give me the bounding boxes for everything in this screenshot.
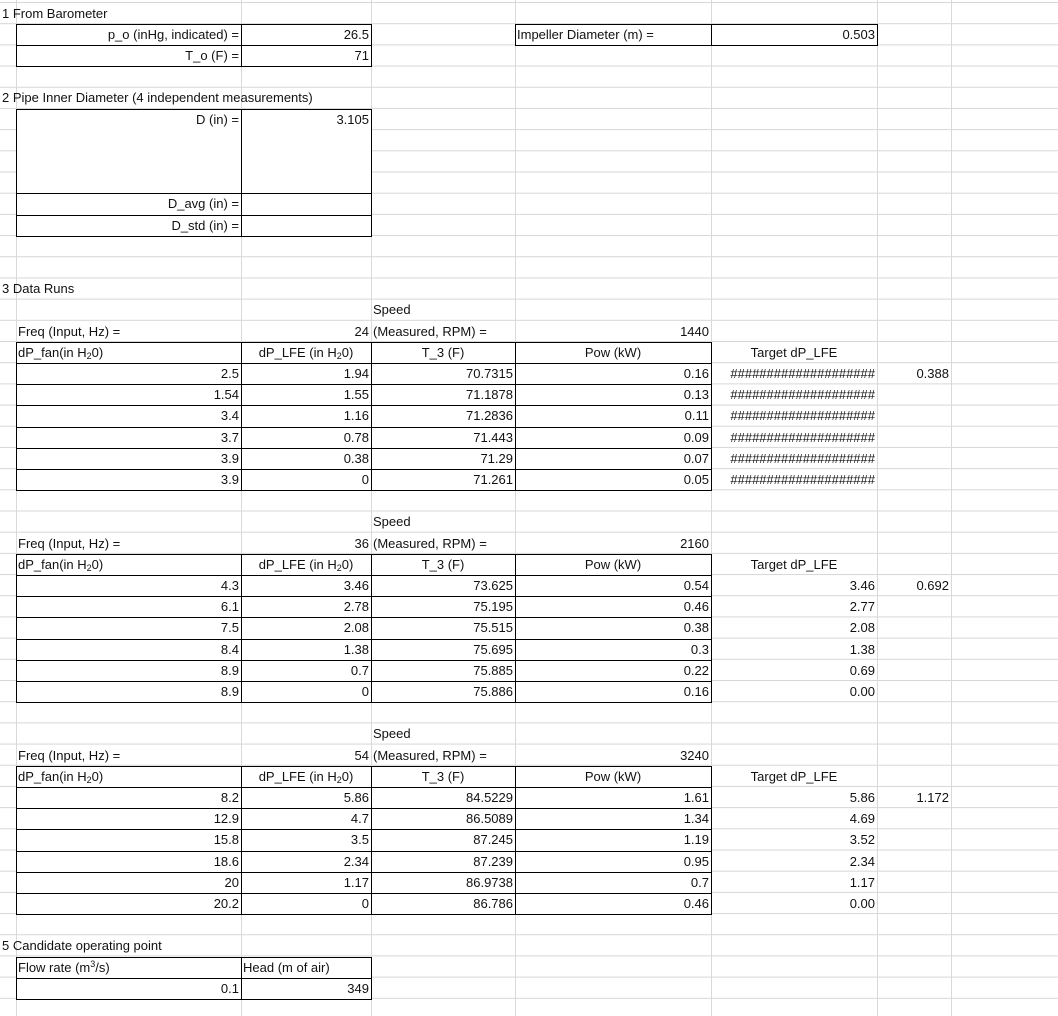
cell-text-part: 0) xyxy=(91,344,104,360)
rpm-value[interactable]: 3240 xyxy=(680,747,709,763)
dp-fan-value[interactable]: 3.4 xyxy=(220,408,239,424)
cell-text-part: dP_LFE (in H xyxy=(258,344,337,360)
speed-label[interactable]: (Measured, RPM) = xyxy=(373,323,487,339)
target-value[interactable]: #################### xyxy=(730,429,875,445)
dp-fan-value[interactable]: 8.9 xyxy=(220,662,239,678)
dp-lfe-value[interactable]: 1.38 xyxy=(343,641,369,657)
dp-lfe-value[interactable]: 0 xyxy=(361,471,369,487)
cell-text-part: 0) xyxy=(91,556,104,572)
d-label[interactable]: D (in) = xyxy=(196,111,239,127)
t3-value[interactable]: 73.625 xyxy=(473,577,513,593)
cell-text-part: 2 xyxy=(336,350,342,361)
t3-value[interactable]: 71.1878 xyxy=(466,387,513,403)
dp-fan-value[interactable]: 18.6 xyxy=(213,853,239,869)
target-value[interactable]: 0.00 xyxy=(849,895,875,911)
d-std-value[interactable] xyxy=(241,215,371,236)
pow-value[interactable]: 0.46 xyxy=(683,895,709,911)
target-value[interactable]: 4.69 xyxy=(849,811,875,827)
col-header-pow[interactable]: Pow (kW) xyxy=(584,556,642,572)
col-header-target[interactable]: Target dP_LFE xyxy=(750,344,838,360)
t3-value[interactable]: 75.695 xyxy=(473,641,513,657)
t-o-value[interactable]: 71 xyxy=(354,47,369,63)
cell-text-part: 0) xyxy=(341,344,354,360)
pow-value[interactable]: 0.54 xyxy=(683,577,709,593)
side-value[interactable]: 1.172 xyxy=(916,789,949,805)
cell-text-part: 2 xyxy=(86,774,92,785)
dp-fan-value[interactable]: 3.9 xyxy=(220,471,239,487)
target-value[interactable]: 0.69 xyxy=(849,662,875,678)
d-value[interactable]: 3.105 xyxy=(336,111,369,127)
target-value[interactable]: 3.46 xyxy=(849,577,875,593)
dp-lfe-value[interactable]: 0 xyxy=(361,683,369,699)
cell-text-part: dP_fan(in H xyxy=(18,556,87,572)
t3-value[interactable]: 87.245 xyxy=(473,832,513,848)
dp-lfe-value[interactable]: 3.46 xyxy=(343,577,369,593)
pow-value[interactable]: 0.38 xyxy=(683,620,709,636)
dp-lfe-value[interactable]: 1.55 xyxy=(343,387,369,403)
dp-lfe-value[interactable]: 2.78 xyxy=(343,599,369,615)
col-header-t3[interactable]: T_3 (F) xyxy=(421,556,465,572)
head-value[interactable]: 349 xyxy=(347,980,369,996)
t3-value[interactable]: 70.7315 xyxy=(466,365,513,381)
dp-fan-value[interactable]: 20 xyxy=(224,874,239,890)
cell-text-part: 0) xyxy=(91,768,104,784)
pow-value[interactable]: 0.13 xyxy=(683,387,709,403)
speed-label[interactable]: (Measured, RPM) = xyxy=(373,747,487,763)
rpm-value[interactable]: 1440 xyxy=(680,323,709,339)
dp-fan-value[interactable]: 15.8 xyxy=(213,832,239,848)
freq-value[interactable]: 36 xyxy=(354,535,369,551)
dp-lfe-value[interactable]: 0.78 xyxy=(343,429,369,445)
impeller-label[interactable]: Impeller Diameter (m) = xyxy=(517,26,654,42)
dp-fan-value[interactable]: 3.7 xyxy=(220,429,239,445)
t3-value[interactable]: 84.5229 xyxy=(466,789,513,805)
dp-lfe-value[interactable]: 3.5 xyxy=(350,832,369,848)
col-header-dp-fan[interactable] xyxy=(16,342,241,363)
target-value[interactable]: 2.34 xyxy=(849,853,875,869)
rpm-value[interactable]: 2160 xyxy=(680,535,709,551)
col-header-t3[interactable]: T_3 (F) xyxy=(421,768,465,784)
t3-value[interactable]: 71.2836 xyxy=(466,408,513,424)
cell-text-part: dP_fan(in H xyxy=(18,768,87,784)
dp-lfe-value[interactable]: 0.7 xyxy=(350,662,369,678)
dp-lfe-value[interactable]: 0 xyxy=(361,895,369,911)
cell-text-part: 2 xyxy=(336,562,342,573)
target-value[interactable]: 2.08 xyxy=(849,620,875,636)
flow-rate-label[interactable] xyxy=(16,957,241,978)
col-header-target[interactable]: Target dP_LFE xyxy=(750,768,838,784)
t3-value[interactable]: 86.5089 xyxy=(466,811,513,827)
dp-lfe-value[interactable]: 1.16 xyxy=(343,408,369,424)
cell-text-part: 0) xyxy=(341,768,354,784)
cell-text-part: 2 xyxy=(86,562,92,573)
section-title[interactable]: 3 Data Runs xyxy=(2,281,75,297)
dp-fan-value[interactable]: 8.4 xyxy=(220,641,239,657)
dp-fan-value[interactable]: 6.1 xyxy=(220,599,239,615)
pow-value[interactable]: 0.95 xyxy=(683,853,709,869)
t3-value[interactable]: 71.29 xyxy=(480,450,513,466)
dp-fan-value[interactable]: 12.9 xyxy=(213,811,239,827)
pow-value[interactable]: 0.16 xyxy=(683,365,709,381)
dp-fan-value[interactable]: 8.2 xyxy=(220,789,239,805)
t3-value[interactable]: 87.239 xyxy=(473,853,513,869)
pow-value[interactable]: 0.16 xyxy=(683,683,709,699)
col-header-dp-fan[interactable] xyxy=(16,554,241,575)
col-header-dp-lfe[interactable] xyxy=(241,554,371,575)
pow-value[interactable]: 0.07 xyxy=(683,450,709,466)
pow-value[interactable]: 0.09 xyxy=(683,429,709,445)
pow-value[interactable]: 0.11 xyxy=(684,408,709,424)
t3-value[interactable]: 86.9738 xyxy=(466,874,513,890)
dp-lfe-value[interactable]: 1.94 xyxy=(343,365,369,381)
target-value[interactable]: 3.52 xyxy=(849,832,875,848)
dp-lfe-value[interactable]: 5.86 xyxy=(343,789,369,805)
dp-lfe-value[interactable]: 1.17 xyxy=(343,874,369,890)
cell-text-part: 0) xyxy=(341,556,354,572)
cell-text-part: 2 xyxy=(86,350,92,361)
section-title[interactable]: 1 From Barometer xyxy=(2,5,108,21)
target-value[interactable]: 1.38 xyxy=(849,641,875,657)
freq-label[interactable]: Freq (Input, Hz) = xyxy=(18,747,121,763)
speed-word-label[interactable]: Speed xyxy=(373,514,411,530)
d-std-label[interactable]: D_std (in) = xyxy=(171,217,239,233)
impeller-value[interactable]: 0.503 xyxy=(842,26,875,42)
freq-value[interactable]: 24 xyxy=(354,323,369,339)
pow-value[interactable]: 0.22 xyxy=(683,662,709,678)
cell-text-part: dP_LFE (in H xyxy=(258,768,337,784)
target-value[interactable]: #################### xyxy=(730,471,875,487)
cell-text-part: Flow rate (m xyxy=(18,959,91,975)
section-title[interactable]: 5 Candidate operating point xyxy=(2,938,162,954)
head-label[interactable]: Head (m of air) xyxy=(243,959,330,975)
target-value[interactable]: 2.77 xyxy=(849,599,875,615)
dp-fan-value[interactable]: 2.5 xyxy=(220,365,239,381)
pow-value[interactable]: 1.61 xyxy=(683,789,709,805)
target-value[interactable]: #################### xyxy=(730,450,875,466)
col-header-t3[interactable]: T_3 (F) xyxy=(421,344,465,360)
speed-word-label[interactable]: Speed xyxy=(373,726,411,742)
dp-fan-value[interactable]: 20.2 xyxy=(213,895,239,911)
dp-lfe-value[interactable]: 0.38 xyxy=(343,450,369,466)
side-value[interactable]: 0.692 xyxy=(916,577,949,593)
d-avg-value[interactable] xyxy=(241,193,371,214)
cell-text-part: /s) xyxy=(95,959,110,975)
pow-value[interactable]: 0.7 xyxy=(690,874,709,890)
dp-fan-value[interactable]: 3.9 xyxy=(220,450,239,466)
dp-lfe-value[interactable]: 4.7 xyxy=(350,811,369,827)
t3-value[interactable]: 86.786 xyxy=(473,895,513,911)
speed-label[interactable]: (Measured, RPM) = xyxy=(373,535,487,551)
cell-text-part: 2 xyxy=(336,774,342,785)
col-header-dp-lfe[interactable] xyxy=(241,766,371,787)
dp-lfe-value[interactable]: 2.34 xyxy=(343,853,369,869)
pow-value[interactable]: 0.3 xyxy=(690,641,709,657)
p-o-value[interactable]: 26.5 xyxy=(343,26,369,42)
cell-text-part: dP_fan(in H xyxy=(18,344,87,360)
section-title[interactable]: 2 Pipe Inner Diameter (4 independent measurements) xyxy=(2,90,313,106)
t-o-label[interactable]: T_o (F) = xyxy=(185,47,239,63)
col-header-pow[interactable]: Pow (kW) xyxy=(584,768,642,784)
pow-value[interactable]: 0.46 xyxy=(683,599,709,615)
flow-rate-value[interactable]: 0.1 xyxy=(220,980,239,996)
dp-lfe-value[interactable]: 2.08 xyxy=(343,620,369,636)
t3-value[interactable]: 75.195 xyxy=(473,599,513,615)
side-value[interactable]: 0.388 xyxy=(916,365,949,381)
dp-fan-value[interactable]: 1.54 xyxy=(213,387,239,403)
t3-value[interactable]: 75.886 xyxy=(473,683,513,699)
freq-label[interactable]: Freq (Input, Hz) = xyxy=(18,535,121,551)
pow-value[interactable]: 1.19 xyxy=(683,832,709,848)
target-value[interactable]: 0.00 xyxy=(849,683,875,699)
col-header-target[interactable]: Target dP_LFE xyxy=(750,556,838,572)
freq-label[interactable]: Freq (Input, Hz) = xyxy=(18,323,121,339)
target-value[interactable]: 1.17 xyxy=(849,874,875,890)
dp-fan-value[interactable]: 8.9 xyxy=(220,683,239,699)
col-header-pow[interactable]: Pow (kW) xyxy=(584,344,642,360)
dp-fan-value[interactable]: 7.5 xyxy=(220,620,239,636)
pow-value[interactable]: 1.34 xyxy=(683,811,709,827)
cell-text-part: 3 xyxy=(90,958,96,969)
pow-value[interactable]: 0.05 xyxy=(683,471,709,487)
target-value[interactable]: 5.86 xyxy=(849,789,875,805)
cell-text-part: dP_LFE (in H xyxy=(258,556,337,572)
t3-value[interactable]: 75.515 xyxy=(473,620,513,636)
t3-value[interactable]: 71.443 xyxy=(473,429,513,445)
t3-value[interactable]: 75.885 xyxy=(473,662,513,678)
t3-value[interactable]: 71.261 xyxy=(473,471,513,487)
dp-fan-value[interactable]: 4.3 xyxy=(220,577,239,593)
d-avg-label[interactable]: D_avg (in) = xyxy=(167,196,239,212)
freq-value[interactable]: 54 xyxy=(354,747,369,763)
p-o-label[interactable]: p_o (inHg, indicated) = xyxy=(107,26,239,42)
target-value[interactable]: #################### xyxy=(730,408,875,424)
speed-word-label[interactable]: Speed xyxy=(373,302,411,318)
target-value[interactable]: #################### xyxy=(730,387,875,403)
col-header-dp-lfe[interactable] xyxy=(241,342,371,363)
target-value[interactable]: #################### xyxy=(730,365,875,381)
col-header-dp-fan[interactable] xyxy=(16,766,241,787)
